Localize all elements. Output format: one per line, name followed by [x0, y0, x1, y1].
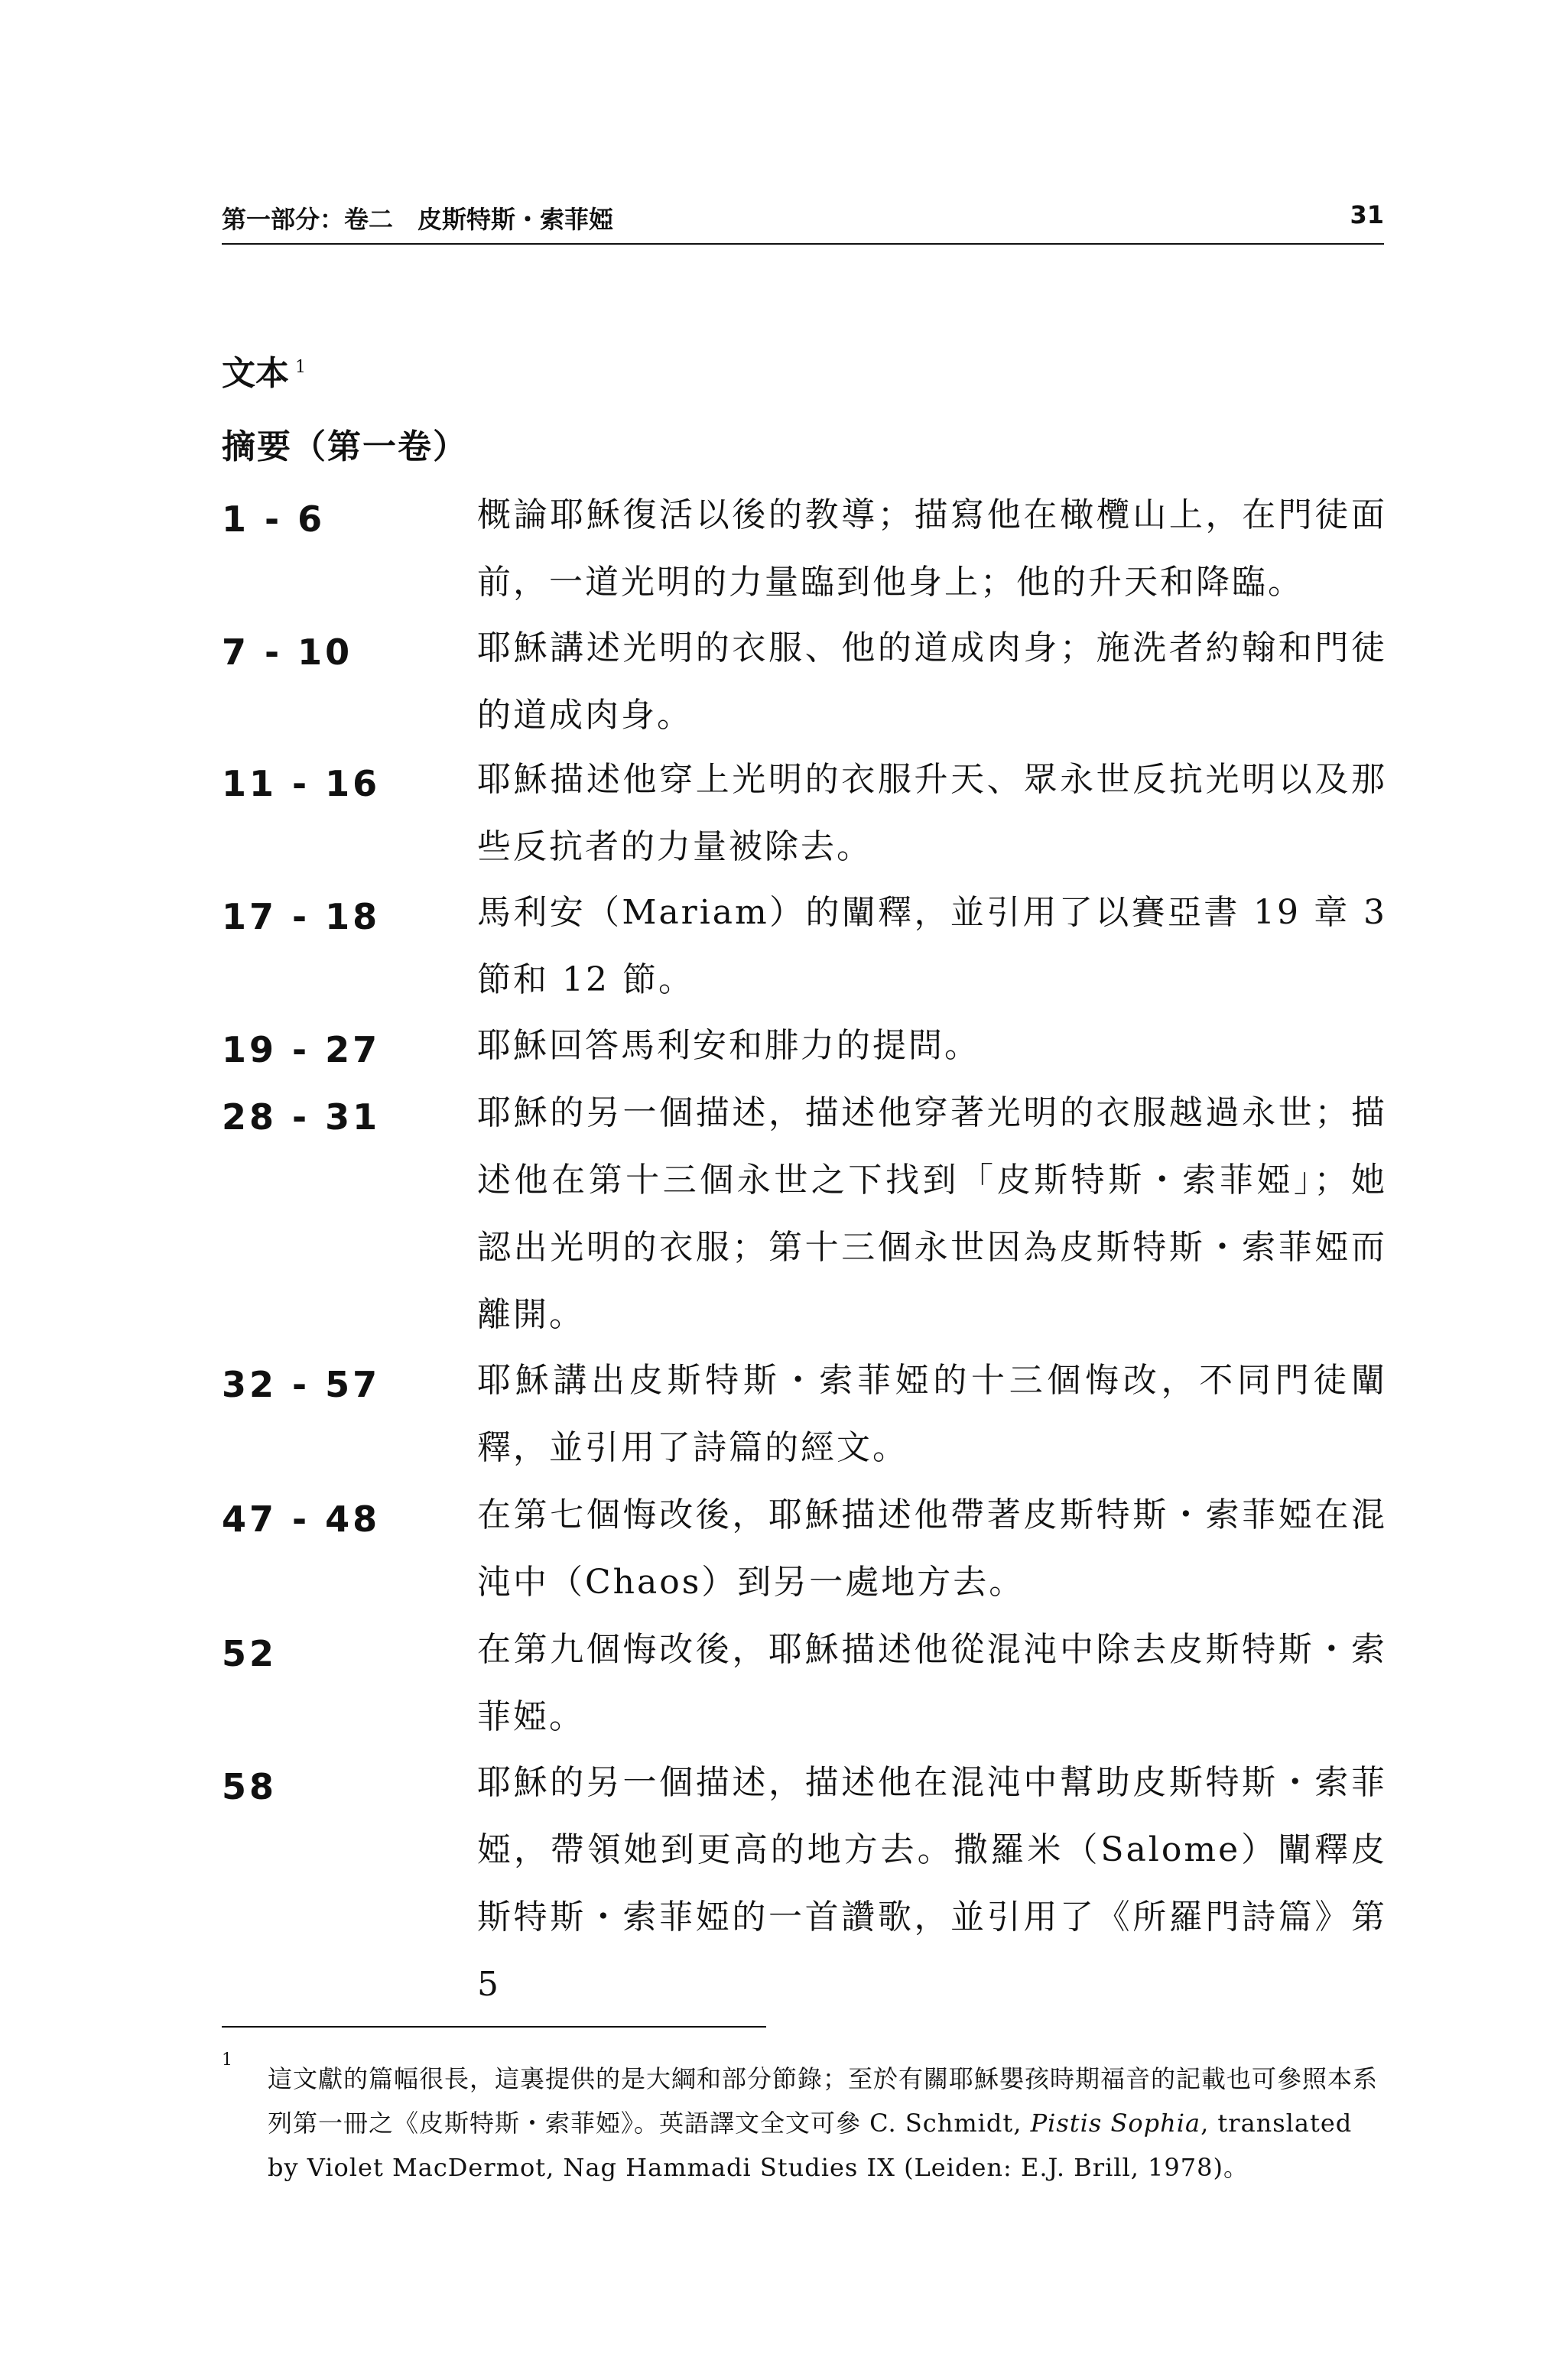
- entry-description: 耶穌描述他穿上光明的衣服升天、眾永世反抗光明以及那些反抗者的力量被除去。: [477, 760, 1387, 866]
- footnote-text-a: 這文獻的篇幅很長，這裏提供的是大綱和部分節錄；至於有關耶穌嬰孩時期福音的記載也可參照本系列第一冊之《皮斯特斯・索菲婭》。英語譯文全文可參 C. Schmidt,: [268, 2064, 1379, 2138]
- footnote-text-b: , translated by Violet MacDermot, Nag Hammadi Studies IX (Leiden: E.J. Brill, 1978)。: [268, 2109, 1353, 2182]
- chapter-range: 47 - 48: [222, 1498, 381, 1540]
- entry-description: 耶穌的另一個描述，描述他在混沌中幫助皮斯特斯・索菲婭，帶領她到更高的地方去。撒羅米（Salome）闡釋皮斯特斯・索菲婭的一首讚歌，並引用了《所羅門詩篇》第 5: [477, 1763, 1387, 2004]
- page-number: 31: [1350, 200, 1384, 229]
- chapter-range: 17 - 18: [222, 896, 381, 937]
- header-rule: [222, 243, 1384, 245]
- entry-description: 耶穌講述光明的衣服、他的道成肉身；施洗者約翰和門徒的道成肉身。: [477, 628, 1387, 735]
- section-title: [222, 346, 306, 395]
- entry-description: 馬利安（Mariam）的闡釋，並引用了以賽亞書 19 章 3 節和 12 節。: [477, 893, 1387, 999]
- footnote-title: Pistis Sophia: [1030, 2109, 1201, 2138]
- summary-subtitle: 摘要（第一卷）: [222, 427, 468, 466]
- chapter-range: 7 - 10: [222, 632, 353, 673]
- entry-description: 概論耶穌復活以後的教導；描寫他在橄欖山上，在門徒面前，一道光明的力量臨到他身上；他的升天和降臨。: [477, 495, 1387, 602]
- entry-description: 耶穌講出皮斯特斯・索菲婭的十三個悔改，不同門徒闡釋，並引用了詩篇的經文。: [477, 1361, 1387, 1467]
- chapter-range: 28 - 31: [222, 1096, 381, 1138]
- chapter-range: 52: [222, 1633, 278, 1674]
- chapter-range: 19 - 27: [222, 1029, 381, 1070]
- footnote-text: [268, 2057, 1384, 2190]
- entry-description: 在第九個悔改後，耶穌描述他從混沌中除去皮斯特斯・索菲婭。: [477, 1630, 1387, 1736]
- entry-description: 耶穌的另一個描述，描述他穿著光明的衣服越過永世；描述他在第十三個永世之下找到「皮斯特斯・索菲婭」；她認出光明的衣服；第十三個永世因為皮斯特斯・索菲婭而離開。: [477, 1093, 1387, 1334]
- entry-description: 在第七個悔改後，耶穌描述他帶著皮斯特斯・索菲婭在混沌中（Chaos）到另一處地方去。: [477, 1495, 1387, 1602]
- footnote-ref: 1: [295, 358, 306, 378]
- chapter-range: 32 - 57: [222, 1364, 381, 1405]
- chapter-range: 1 - 6: [222, 498, 326, 540]
- running-header: [222, 200, 1384, 239]
- footnote-rule: [222, 2026, 766, 2028]
- entry-description: 耶穌回答馬利安和腓力的提問。: [477, 1026, 980, 1065]
- footnote-mark: 1: [222, 2050, 232, 2070]
- running-title: 第一部分：卷二 皮斯特斯・索菲婭: [222, 205, 614, 234]
- chapter-range: 11 - 16: [222, 763, 381, 804]
- chapter-range: 58: [222, 1766, 278, 1807]
- section-title-text: 文本: [222, 354, 289, 393]
